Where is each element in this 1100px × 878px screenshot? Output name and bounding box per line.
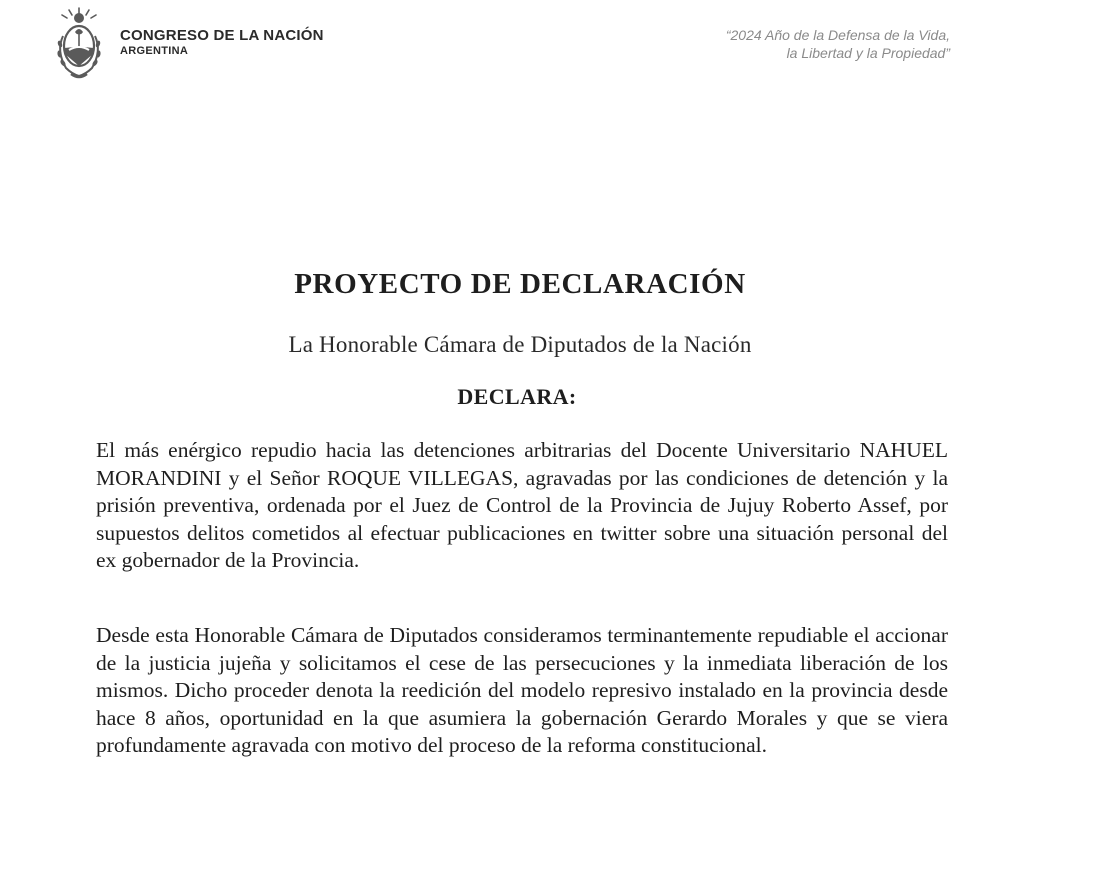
- declaration-paragraph-2: Desde esta Honorable Cámara de Diputados consideramos terminantemente repudiable el accionar de la justicia jujeña y solicitamos el cese de las persecuciones y la inmediata liberación de los mismos. Dicho proceder denota la reedición del modelo represivo instalado en la provincia desde hace 8 años, oportunidad en la que asumiera la gobernación Gerardo Morales y que se viera profundamente agravada con motivo del proceso de la reforma constitucional.: [96, 623, 948, 758]
- motto-line-1: “2024 Año de la Defensa de la Vida,: [725, 27, 950, 43]
- document-title: PROYECTO DE DECLARACIÓN: [294, 268, 746, 300]
- chamber-name: La Honorable Cámara de Diputados de la Nación: [288, 332, 752, 357]
- motto-line-2: la Libertad y la Propiedad”: [786, 45, 950, 61]
- declaration-paragraph-1: El más enérgico repudio hacia las detenciones arbitrarias del Docente Universitario NAHUEL MORANDINI y el Señor ROQUE VILLEGAS, agravadas por las condiciones de detención y la prisión preventiva, ordenada por el Juez de Control de la Provincia de Jujuy Roberto Assef, por supuestos delitos cometidos al efectuar publicaciones en twitter sobre una situación personal del ex gobernador de la Provincia.: [96, 438, 948, 573]
- coat-of-arms-icon: [54, 6, 104, 82]
- year-motto: [726, 26, 950, 62]
- organization-country: ARGENTINA: [120, 45, 189, 57]
- organization-heading: [120, 27, 324, 58]
- organization-name: CONGRESO DE LA NACIÓN: [120, 27, 324, 44]
- declares-heading: DECLARA:: [457, 384, 577, 409]
